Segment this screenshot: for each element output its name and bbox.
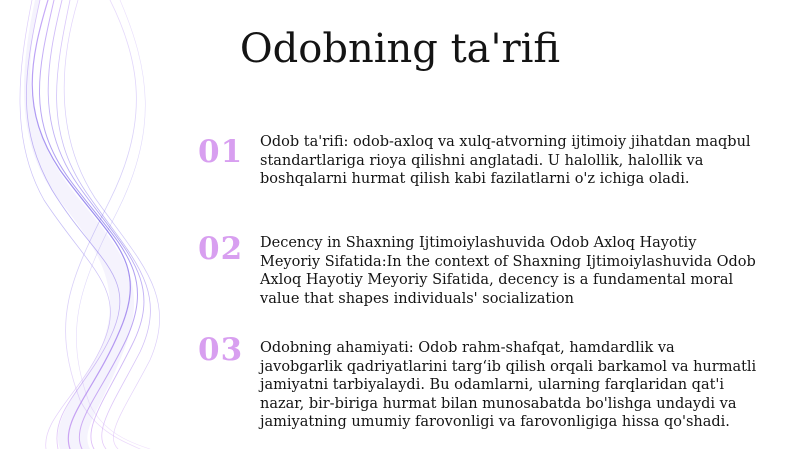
item-text: Odob ta'rifi: odob-axloq va xulq-atvorning ijtimoiy jihatdan maqbul standartlariga rioya qilishni anglatadi. U halollik, halollik va boshqalarni hurmat qilish kabi fazilatlarni o'z ichiga oladi. xyxy=(260,134,751,187)
item-number: 03 xyxy=(198,332,244,368)
item-text: Decency in Shaxning Ijtimoiylashuvida Odob Axloq Hayotiy Meyoriy Sifatida:In the context of Shaxning Ijtimoiylashuvida Odob Axloq Hayotiy Meyoriy Sifatida, decency is a fundamental moral value that shapes individuals' socialization xyxy=(260,235,756,307)
item-number: 02 xyxy=(198,231,244,267)
item-number: 01 xyxy=(198,134,244,170)
item-text: Odobning ahamiyati: Odob rahm-shafqat, hamdardlik va javobgarlik qadriyatlarini targ‘ib qilish orqali barkamol va hurmatli jamiyatni tarbiyalaydi. Bu odamlarni, ularning farqlaridan qat'i nazar, bir-biriga hurmat bilan munosabatda bo'lishga undaydi va jamiyatning umumiy farovonligi va farovonligiga hissa qo'shadi. xyxy=(260,340,757,430)
slide-title: Odobning ta'rifi xyxy=(239,26,561,72)
